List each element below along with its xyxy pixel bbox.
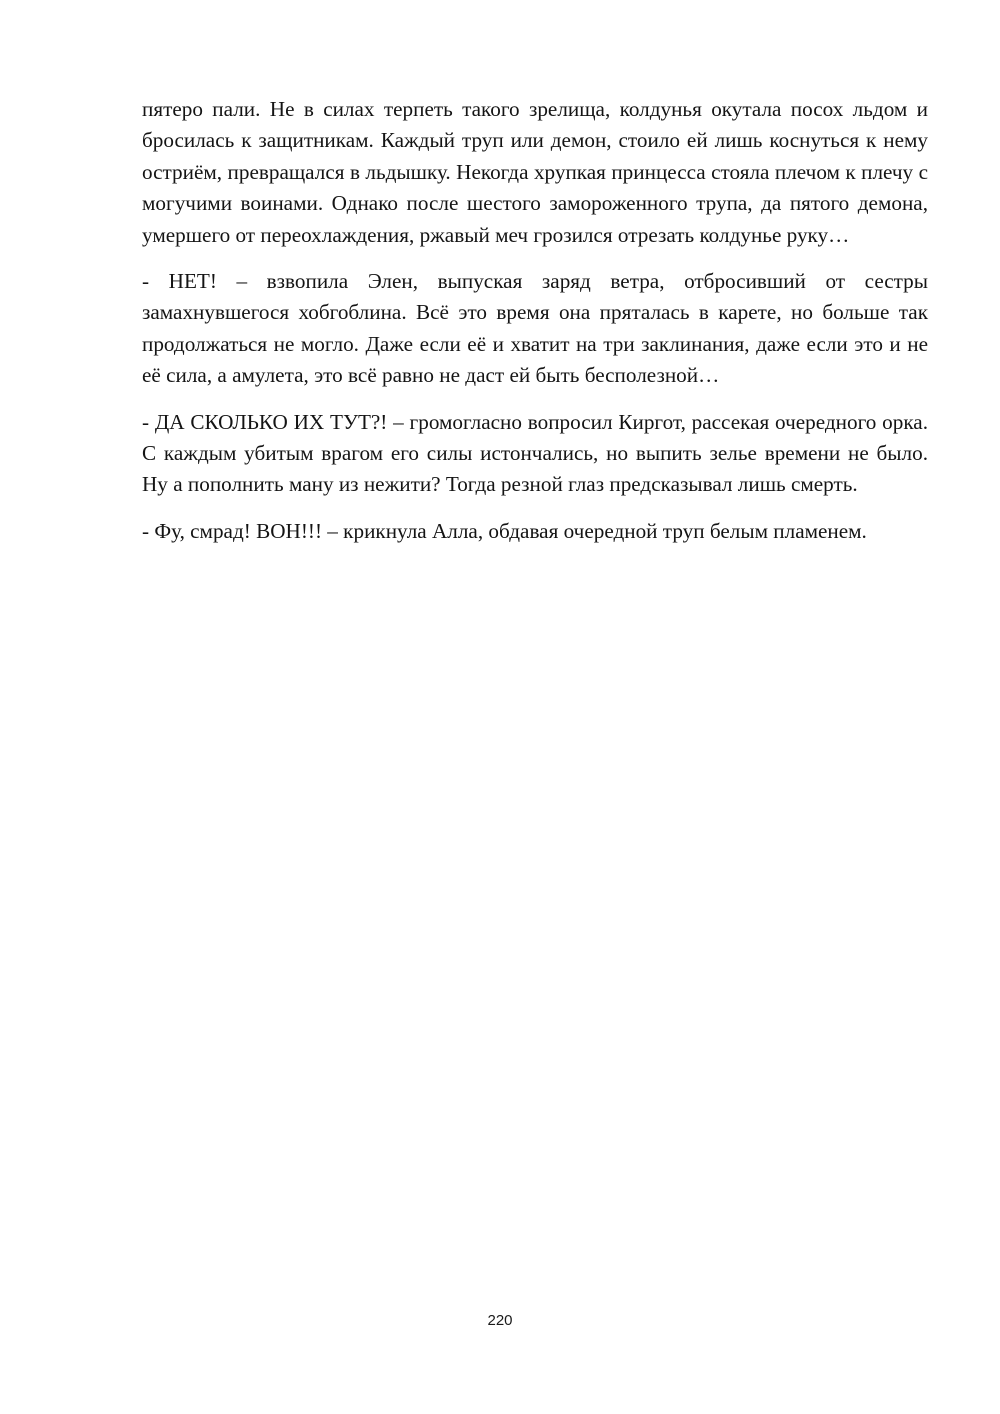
page-body bbox=[142, 94, 928, 562]
page-number: 220 bbox=[487, 1312, 513, 1329]
paragraph: - ДА СКОЛЬКО ИХ ТУТ?! – громогласно вопросил Киргот, рассекая очередного орка. С каждым убитым врагом его силы истончались, но выпить зелье времени не было. Ну а пополнить ману из нежити? Тогда резной глаз предсказывал лишь смерть. bbox=[142, 409, 928, 497]
paragraph: пятеро пали. Не в силах терпеть такого зрелища, колдунья окутала посох льдом и бросилась к защитникам. Каждый труп или демон, стоило ей лишь коснуться к нему остриём, превращался в льдышку. Некогда хрупкая принцесса стояла плечом к плечу с могучими воинами. Однако после шестого замороженного трупа, да пятого демона, умершего от переохлаждения, ржавый меч грозился отрезать колдунье руку… bbox=[142, 97, 928, 247]
paragraph: - Фу, смрад! ВОН!!! – крикнула Алла, обдавая очередной труп белым пламенем. bbox=[142, 518, 867, 543]
paragraph: - НЕТ! – взвопила Элен, выпуская заряд ветра, отбросивший от сестры замахнувшегося хобгоблина. Всё это время она пряталась в карете, но больше так продолжаться не могло. Даже если её и хватит на три заклинания, даже если это и не её сила, а амулета, это всё равно не даст ей быть бесполезной… bbox=[142, 269, 928, 388]
